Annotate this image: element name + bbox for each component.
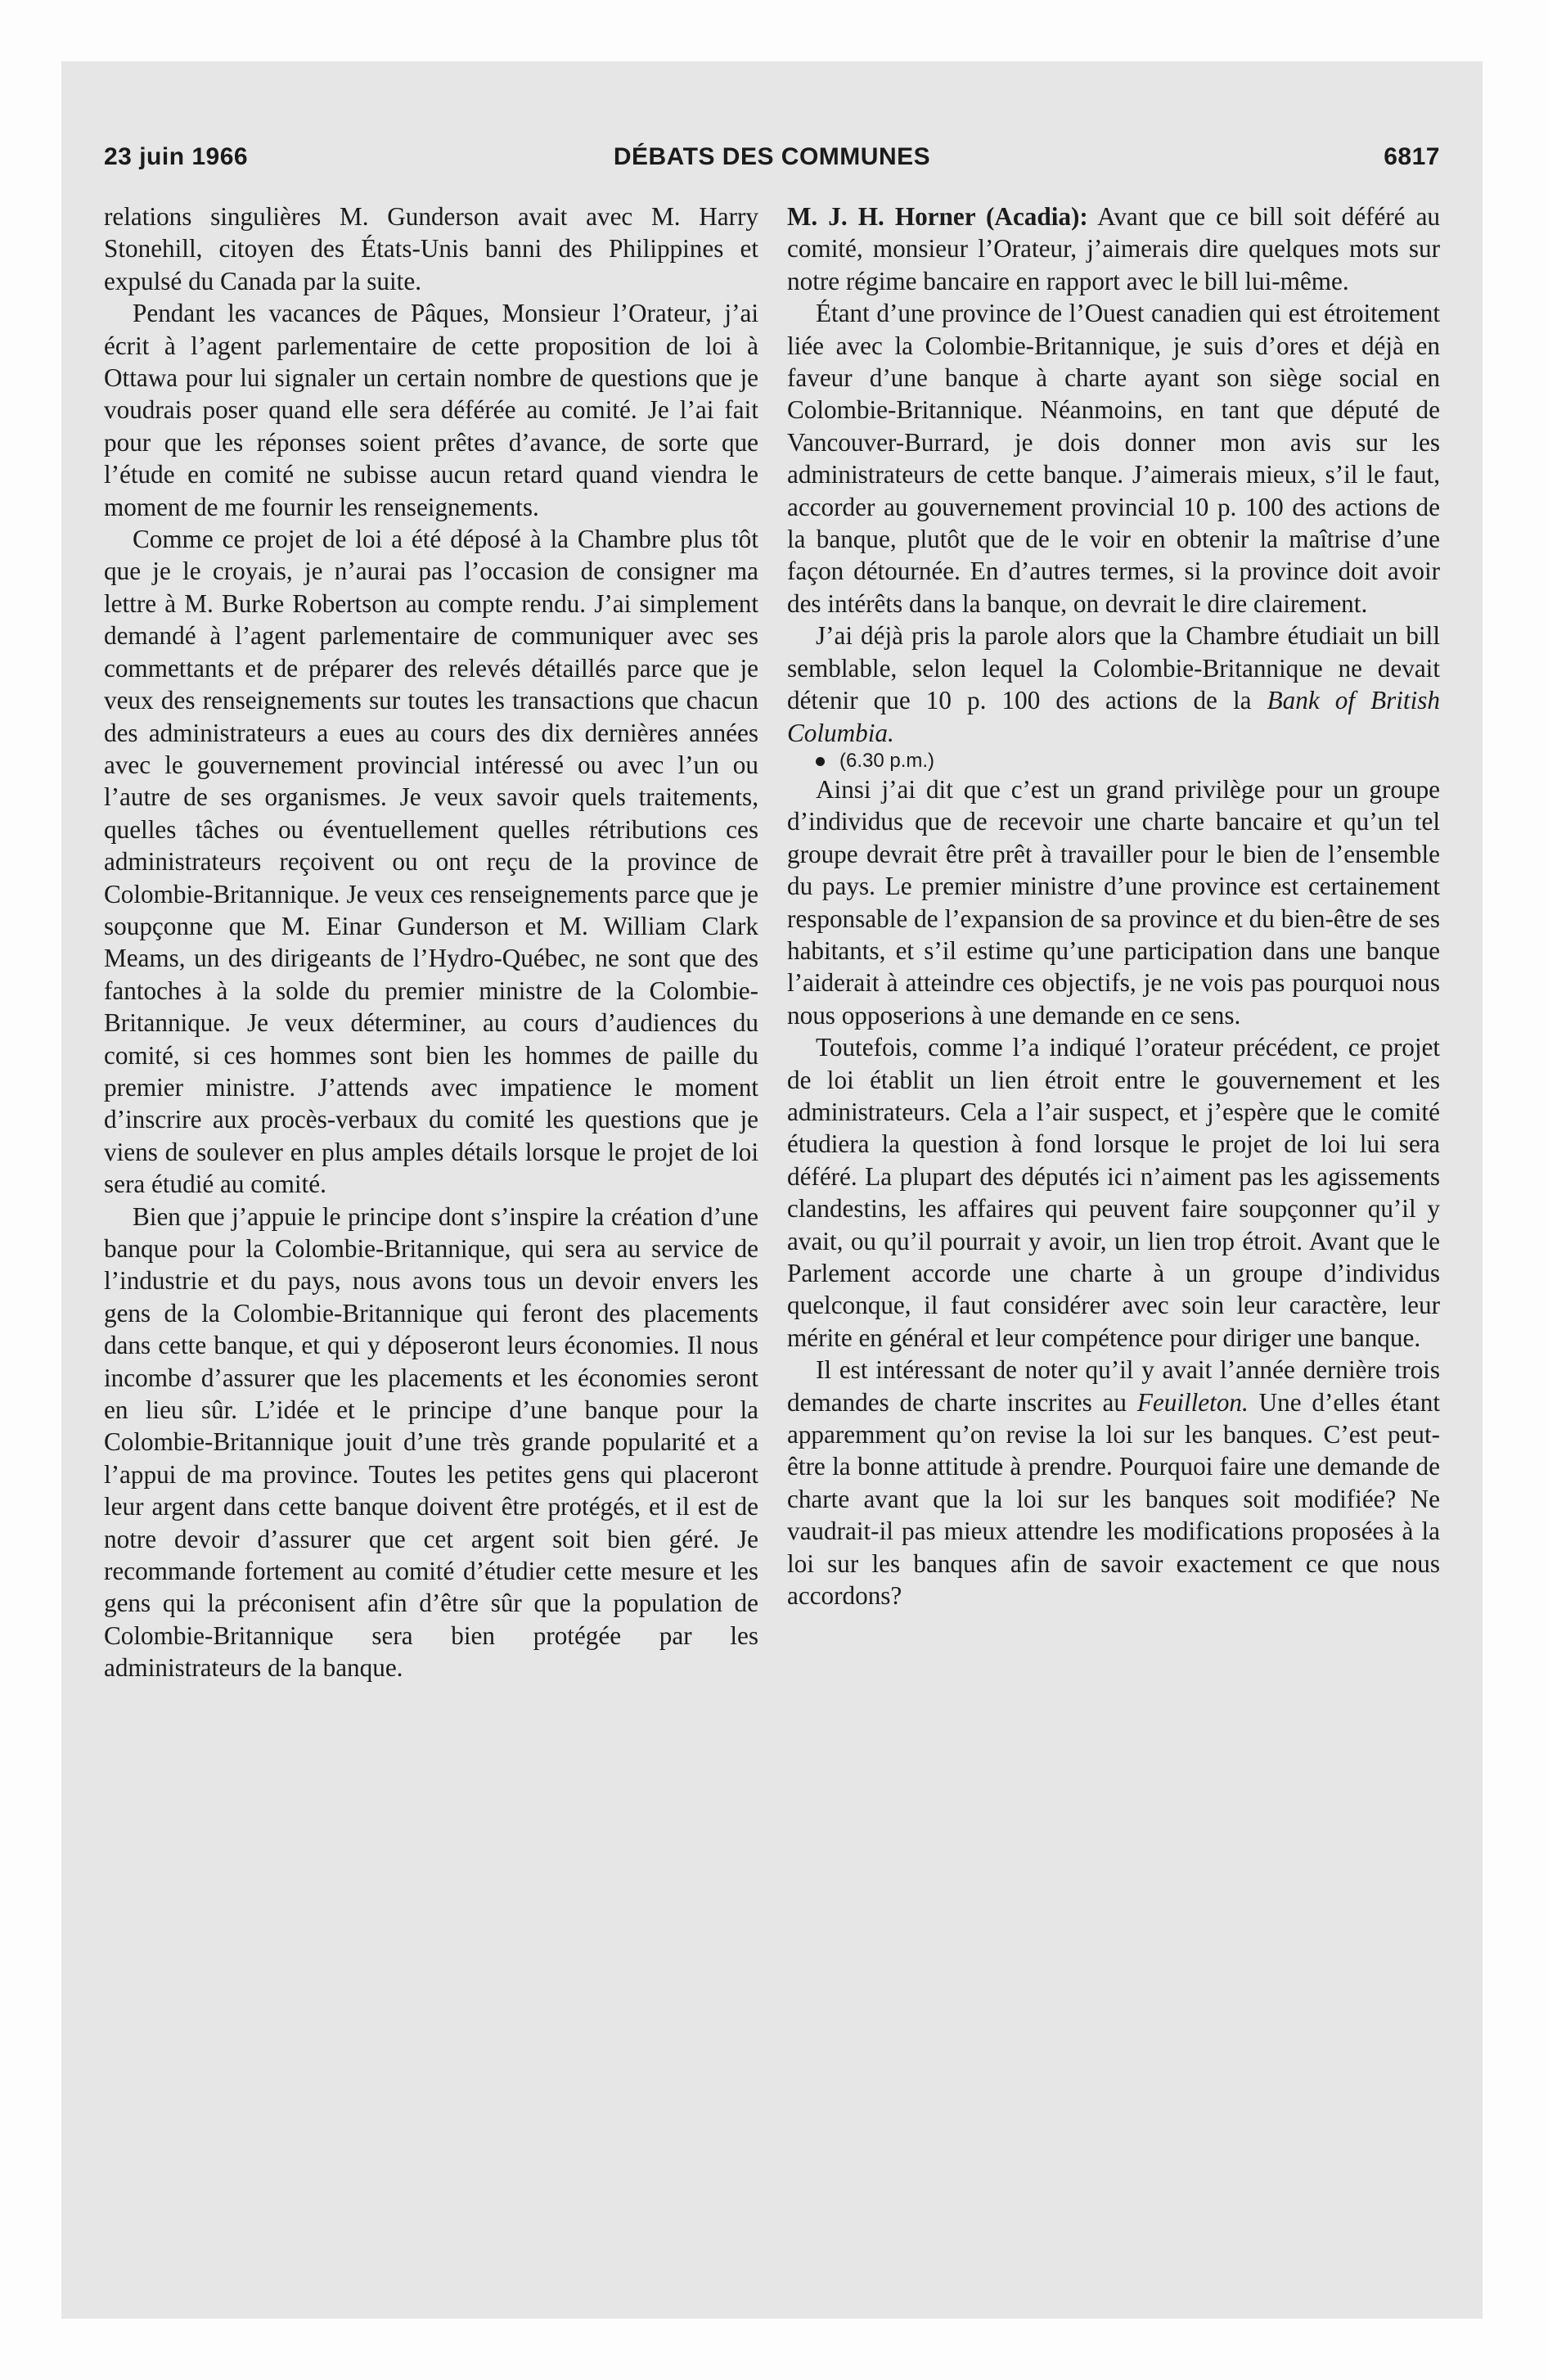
italic-title: Bank of British Columbia. bbox=[787, 686, 1440, 747]
time-text: (6.30 p.m.) bbox=[839, 749, 935, 772]
speech-intro bbox=[787, 201, 1440, 297]
paragraph bbox=[787, 620, 1440, 749]
paragraph: relations singulières M. Gunderson avait avec M. Harry Stonehill, citoyen des États-Unis banni des Philippines et expulsé du Canada par la suite. bbox=[104, 202, 758, 295]
page-number: 6817 bbox=[1384, 143, 1440, 170]
bullet-icon bbox=[816, 757, 825, 766]
paragraph bbox=[787, 1354, 1440, 1611]
paragraph: Étant d’une province de l’Ouest canadien qui est étroitement liée avec la Colombie-Britannique, je suis d’ores et déjà en faveur d’une banque à charte ayant son siège social en Colombie-Britannique. Néanmoins, en tant que député de Vancouver-Burrard, je dois donner mon avis sur les administrateurs de cette banque. J’aimerais mieux, s’il le faut, accorder au gouvernement provincial 10 p. 100 des actions de la banque, plutôt que de le voir en obtenir la maîtrise d’une façon détournée. En d’autres termes, si la province doit avoir des intérêts dans la banque, on devrait le dire clairement. bbox=[787, 299, 1440, 618]
paragraph-text: J’ai déjà pris la parole alors que la Chambre étudiait un bill semblable, selon lequel la Colombie-Britannique ne devait détenir que 10 p. 100 des actions de la bbox=[787, 621, 1440, 715]
paragraph: Comme ce projet de loi a été déposé à la Chambre plus tôt que je le croyais, je n’aurai pas l’occasion de consigner ma lettre à M. Burke Robertson au compte rendu. J’ai simplement demandé à l’agent parlementaire de communiquer avec ses commettants et de préparer des relevés détaillés parce que je veux des renseignements sur toutes les transactions que chacun des administrateurs a eues au cours des dix dernières années avec le gouvernement provincial intéressé ou avec l’un ou l’autre de ses organismes. Je veux savoir quels traitements, quelles tâches ou éventuellement quelles rétributions ces administrateurs reçoivent ou ont reçu de la province de Colombie-Britannique. Je veux ces renseignements parce que je soupçonne que M. Einar Gunderson et M. William Clark Meams, un des dirigeants de l’Hydro-Québec, ne sont que des fantoches à la solde du premier ministre de la Colombie-Britannique. Je veux déterminer, au cours d’audiences du comité, si ces hommes sont bien les hommes de paille du premier ministre. J’attends avec impatience le moment d’inscrire aux procès-verbaux du comité les questions que je viens de soulever en plus amples détails lorsque le projet de loi sera étudié au comité. bbox=[104, 525, 758, 1199]
paragraph: Pendant les vacances de Pâques, Monsieur l’Orateur, j’ai écrit à l’agent parlementaire de cette proposition de loi à Ottawa pour lui signaler un certain nombre de questions que je voudrais poser quand elle sera déférée au comité. Je l’ai fait pour que les réponses soient prêtes d’avance, de sorte que l’étude en comité ne subisse aucun retard quand viendra le moment de me fournir les renseignements. bbox=[104, 299, 758, 521]
paragraph-text: Il est intéressant de noter qu’il y avait l’année dernière trois demandes de charte inscrites au bbox=[787, 1355, 1440, 1417]
paragraph-text: Avant que ce bill soit déféré au comité, monsieur l’Orateur, j’aimerais dire quelques mots sur notre régime bancaire en rapport avec le bill lui-même. bbox=[787, 202, 1441, 295]
time-marker bbox=[787, 749, 1440, 773]
paragraph: Ainsi j’ai dit que c’est un grand privilège pour un groupe d’individus que de recevoir une charte bancaire et qu’un tel groupe devrait être prêt à travailler pour le bien de l’ensemble du pays. Le premier ministre d’une province est certainement responsable de l’expansion de sa province et du bien-être de ses habitants, et s’il estime qu’une participation dans une banque l’aiderait à atteindre ces objectifs, je ne vois pas pourquoi nous nous opposerions à une demande en ce sens. bbox=[787, 774, 1440, 1030]
right-column bbox=[787, 201, 1440, 1611]
page bbox=[61, 61, 1483, 2319]
running-header bbox=[104, 143, 1440, 176]
header-title: DÉBATS DES COMMUNES bbox=[613, 143, 931, 170]
paragraph-text: Une d’elles étant apparemment qu’on revise la loi sur les banques. C’est peut-être la bonne attitude à prendre. Pourquoi faire une demande de charte avant que la loi sur les banques soit modifiée? Ne vaudrait-il pas mieux attendre les modifications proposées à la loi sur les banques afin de savoir exactement ce que nous accordons? bbox=[787, 1387, 1440, 1611]
speaker-name: M. J. H. Horner (Acadia): bbox=[787, 202, 1088, 231]
left-column bbox=[104, 201, 758, 1684]
italic-title: Feuilleton. bbox=[1136, 1387, 1249, 1417]
header-date: 23 juin 1966 bbox=[104, 143, 249, 170]
paragraph: Bien que j’appuie le principe dont s’inspire la création d’une banque pour la Colombie-Britannique, qui sera au service de l’industrie et du pays, nous avons tous un devoir envers les gens de la Colombie-Britannique qui feront des placements dans cette banque, et qui y déposeront leurs économies. Il nous incombe d’assurer que les placements et les économies seront en lieu sûr. L’idée et le principe d’une banque pour la Colombie-Britannique jouit d’une très grande popularité et a l’appui de ma province. Toutes les petites gens qui placeront leur argent dans cette banque doivent être protégés, et il est de notre devoir d’assurer que cet argent soit bien géré. Je recommande fortement au comité d’étudier cette mesure et les gens qui la préconisent afin d’être sûr que la population de Colombie-Britannique sera bien protégée par les administrateurs de la banque. bbox=[104, 1201, 758, 1683]
paragraph: Toutefois, comme l’a indiqué l’orateur précédent, ce projet de loi établit un lien étroit entre le gouvernement et les administrateurs. Cela a l’air suspect, et j’espère que le comité étudiera la question à fond lorsque le projet de loi lui sera déféré. La plupart des députés ici n’aiment pas les agissements clandestins, les affaires qui peuvent faire soupçonner qu’il y avait, ou qu’il pourrait y avoir, un lien trop étroit. Avant que le Parlement accorde une charte à un groupe d’individus quelconque, il faut considérer avec soin leur caractère, leur mérite en général et leur compétence pour diriger une banque. bbox=[787, 1033, 1440, 1352]
